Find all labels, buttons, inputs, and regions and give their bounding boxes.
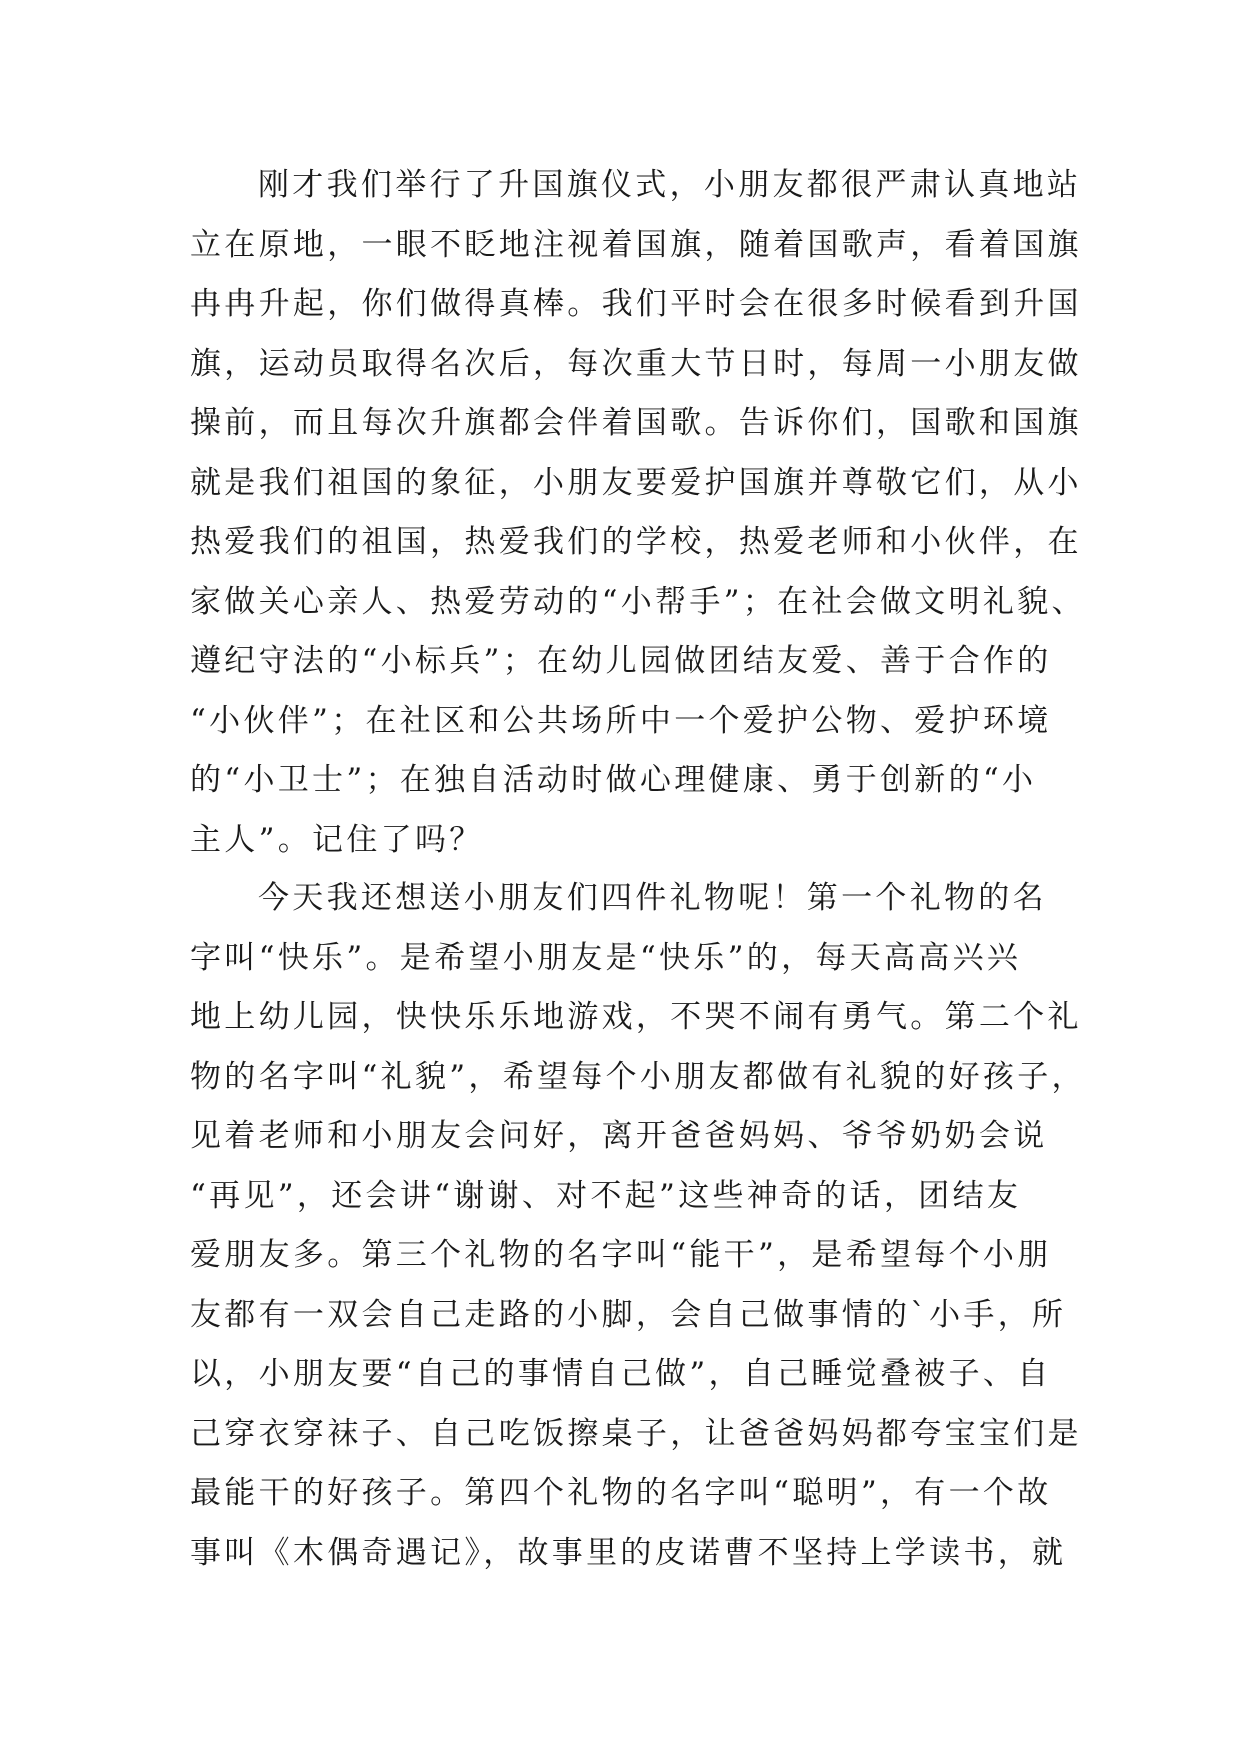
paragraph-line: 的“小卫士”；在独自活动时做心理健康、勇于创新的“小 <box>190 762 1037 798</box>
paragraph-line: 操前，而且每次升旗都会伴着国歌。告诉你们，国歌和国旗 <box>190 405 1082 441</box>
paragraph-line: 物的名字叫“礼貌”，希望每个小朋友都做有礼貌的好孩子， <box>190 1058 1086 1095</box>
paragraph-line: 旗，运动员取得名次后，每次重大节日时，每周一小朋友做 <box>190 345 1082 382</box>
paragraph-1 <box>190 156 1090 870</box>
paragraph-line: “小伙伴”；在社区和公共场所中一个爱护公物、爱护环境 <box>190 702 1052 739</box>
paragraph-line: 己穿衣穿袜子、自己吃饭擦桌子，让爸爸妈妈都夸宝宝们是 <box>190 1415 1082 1452</box>
paragraph-line: 遵纪守法的“小标兵”；在幼儿园做团结友爱、善于合作的 <box>190 643 1052 679</box>
paragraph-line: 主人”。记住了吗？ <box>190 821 484 858</box>
paragraph-line: 最能干的好孩子。第四个礼物的名字叫“聪明”，有一个故 <box>190 1475 1052 1511</box>
paragraph-line: 立在原地，一眼不眨地注视着国旗，随着国歌声，看着国旗 <box>190 226 1082 263</box>
paragraph-line: 爱朋友多。第三个礼物的名字叫“能干”，是希望每个小朋 <box>190 1237 1052 1273</box>
paragraph-line: 热爱我们的祖国，热爱我们的学校，热爱老师和小伙伴，在 <box>190 524 1082 560</box>
paragraph-line: 刚才我们举行了升国旗仪式，小朋友都很严肃认真地站 <box>258 167 1082 203</box>
paragraph-line: 字叫“快乐”。是希望小朋友是“快乐”的，每天高高兴兴 <box>190 939 1022 976</box>
paragraph-line: 就是我们祖国的象征，小朋友要爱护国旗并尊敬它们，从小 <box>190 464 1082 501</box>
paragraph-line: 事叫《木偶奇遇记》，故事里的皮诺曹不坚持上学读书，就 <box>190 1534 1067 1571</box>
paragraph-line: 地上幼儿园，快快乐乐地游戏，不哭不闹有勇气。第二个礼 <box>190 999 1082 1035</box>
paragraph-line: 见着老师和小朋友会问好，离开爸爸妈妈、爷爷奶奶会说 <box>190 1118 1048 1154</box>
paragraph-line: “再见”，还会讲“谢谢、对不起”这些神奇的话，团结友 <box>190 1177 1022 1214</box>
paragraph-line: 友都有一双会自己走路的小脚，会自己做事情的`小手，所 <box>190 1296 1067 1333</box>
paragraph-line: 今天我还想送小朋友们四件礼物呢！第一个礼物的名 <box>258 880 1047 916</box>
paragraph-line: 以，小朋友要“自己的事情自己做”，自己睡觉叠被子、自 <box>190 1356 1052 1392</box>
paragraph-line: 家做关心亲人、热爱劳动的“小帮手”；在社会做文明礼貌、 <box>190 583 1086 620</box>
paragraph-2 <box>190 869 1090 1583</box>
paragraph-line: 冉冉升起，你们做得真棒。我们平时会在很多时候看到升国 <box>190 286 1082 322</box>
